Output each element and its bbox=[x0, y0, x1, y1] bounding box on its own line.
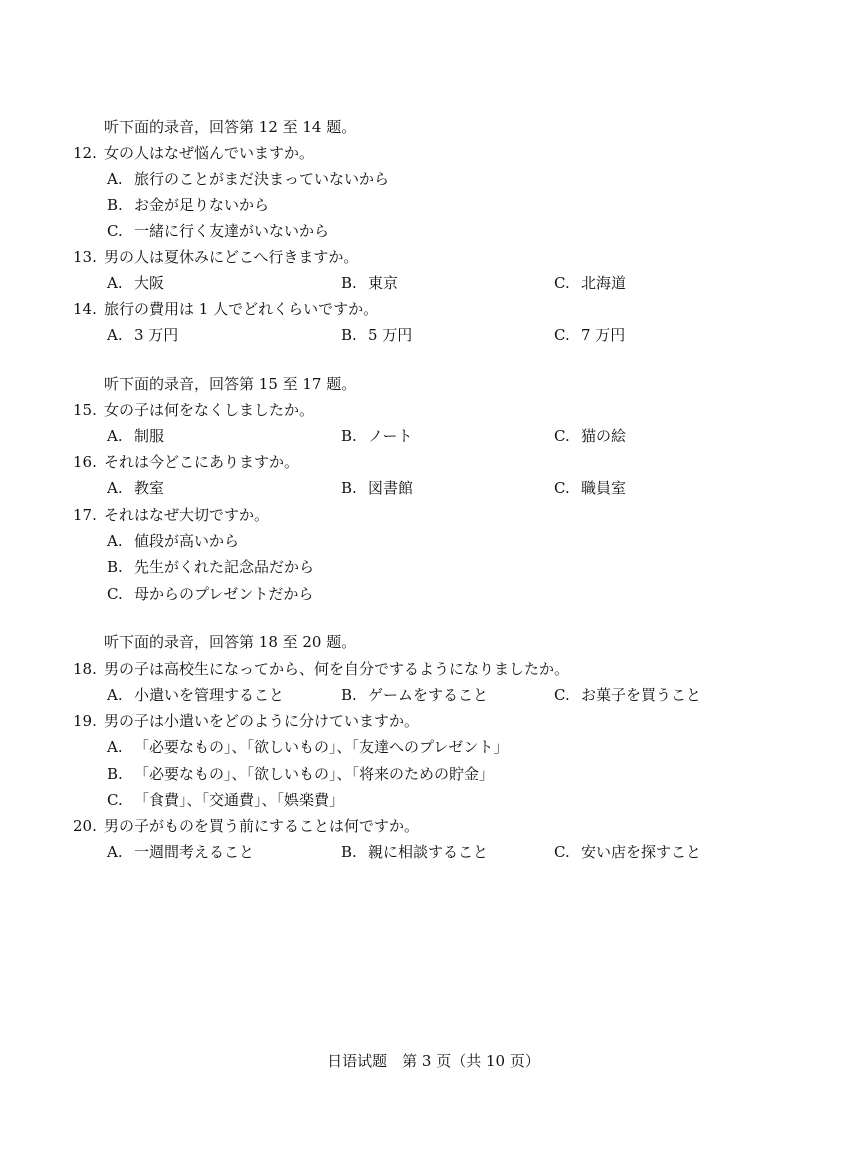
option-b: B. 親に相談すること bbox=[341, 843, 489, 861]
question-text: 女の子は何をなくしましたか。 bbox=[104, 401, 315, 419]
option-a: A. 大阪 bbox=[107, 274, 165, 292]
option-a: A. 値段が高いから bbox=[107, 532, 240, 550]
option-c: C. 7 万円 bbox=[554, 326, 626, 344]
option-a: A. 小遣いを管理すること bbox=[107, 686, 285, 704]
option-b: B. ゲームをすること bbox=[341, 686, 489, 704]
option-a: A. 教室 bbox=[107, 479, 165, 497]
question-number: 18. bbox=[73, 660, 97, 678]
question-text: それはなぜ大切ですか。 bbox=[104, 506, 270, 524]
option-c: C. お菓子を買うこと bbox=[554, 686, 702, 704]
option-b: B. お金が足りないから bbox=[107, 196, 270, 214]
page-footer: 日语试题 第 3 页（共 10 页） bbox=[327, 1052, 540, 1070]
option-a: A. 一週間考えること bbox=[107, 843, 255, 861]
question-number: 20. bbox=[73, 817, 97, 835]
question-number: 16. bbox=[73, 453, 97, 471]
question-number: 14. bbox=[73, 300, 97, 318]
option-b: B. 「必要なもの」、「欲しいもの」、「将来のための貯金」 bbox=[107, 765, 495, 783]
option-c: C. 安い店を探すこと bbox=[554, 843, 702, 861]
option-b: B. 先生がくれた記念品だから bbox=[107, 558, 315, 576]
option-c: C. 北海道 bbox=[554, 274, 627, 292]
option-a: A. 3 万円 bbox=[107, 326, 179, 344]
question-text: 旅行の費用は 1 人でどれくらいですか。 bbox=[104, 300, 379, 318]
option-a: A. 「必要なもの」、「欲しいもの」、「友達へのプレゼント」 bbox=[107, 738, 509, 756]
option-c: C. 職員室 bbox=[554, 479, 627, 497]
section-instruction: 听下面的录音，回答第 12 至 14 题。 bbox=[104, 118, 357, 136]
question-text: 男の子は高校生になってから、何を自分でするようになりましたか。 bbox=[104, 660, 570, 678]
question-text: 男の子がものを買う前にすることは何ですか。 bbox=[104, 817, 420, 835]
question-number: 15. bbox=[73, 401, 97, 419]
section-instruction: 听下面的录音，回答第 15 至 17 题。 bbox=[104, 375, 357, 393]
question-number: 17. bbox=[73, 506, 97, 524]
option-c: C. 一緒に行く友達がいないから bbox=[107, 222, 330, 240]
question-text: それは今どこにありますか。 bbox=[104, 453, 300, 471]
option-a: A. 旅行のことがまだ決まっていないから bbox=[107, 170, 390, 188]
option-b: B. 東京 bbox=[341, 274, 399, 292]
question-text: 女の人はなぜ悩んでいますか。 bbox=[104, 144, 315, 162]
option-b: B. ノート bbox=[341, 427, 413, 445]
option-b: B. 図書館 bbox=[341, 479, 414, 497]
question-number: 19. bbox=[73, 712, 97, 730]
section-instruction: 听下面的录音，回答第 18 至 20 题。 bbox=[104, 633, 357, 651]
option-c: C. 猫の絵 bbox=[554, 427, 627, 445]
option-a: A. 制服 bbox=[107, 427, 165, 445]
question-text: 男の子は小遣いをどのように分けていますか。 bbox=[104, 712, 420, 730]
option-b: B. 5 万円 bbox=[341, 326, 413, 344]
question-text: 男の人は夏休みにどこへ行きますか。 bbox=[104, 248, 359, 266]
question-number: 12. bbox=[73, 144, 97, 162]
option-c: C. 母からのプレゼントだから bbox=[107, 585, 314, 603]
option-c: C. 「食費」、「交通費」、「娯楽費」 bbox=[107, 791, 345, 809]
question-number: 13. bbox=[73, 248, 97, 266]
